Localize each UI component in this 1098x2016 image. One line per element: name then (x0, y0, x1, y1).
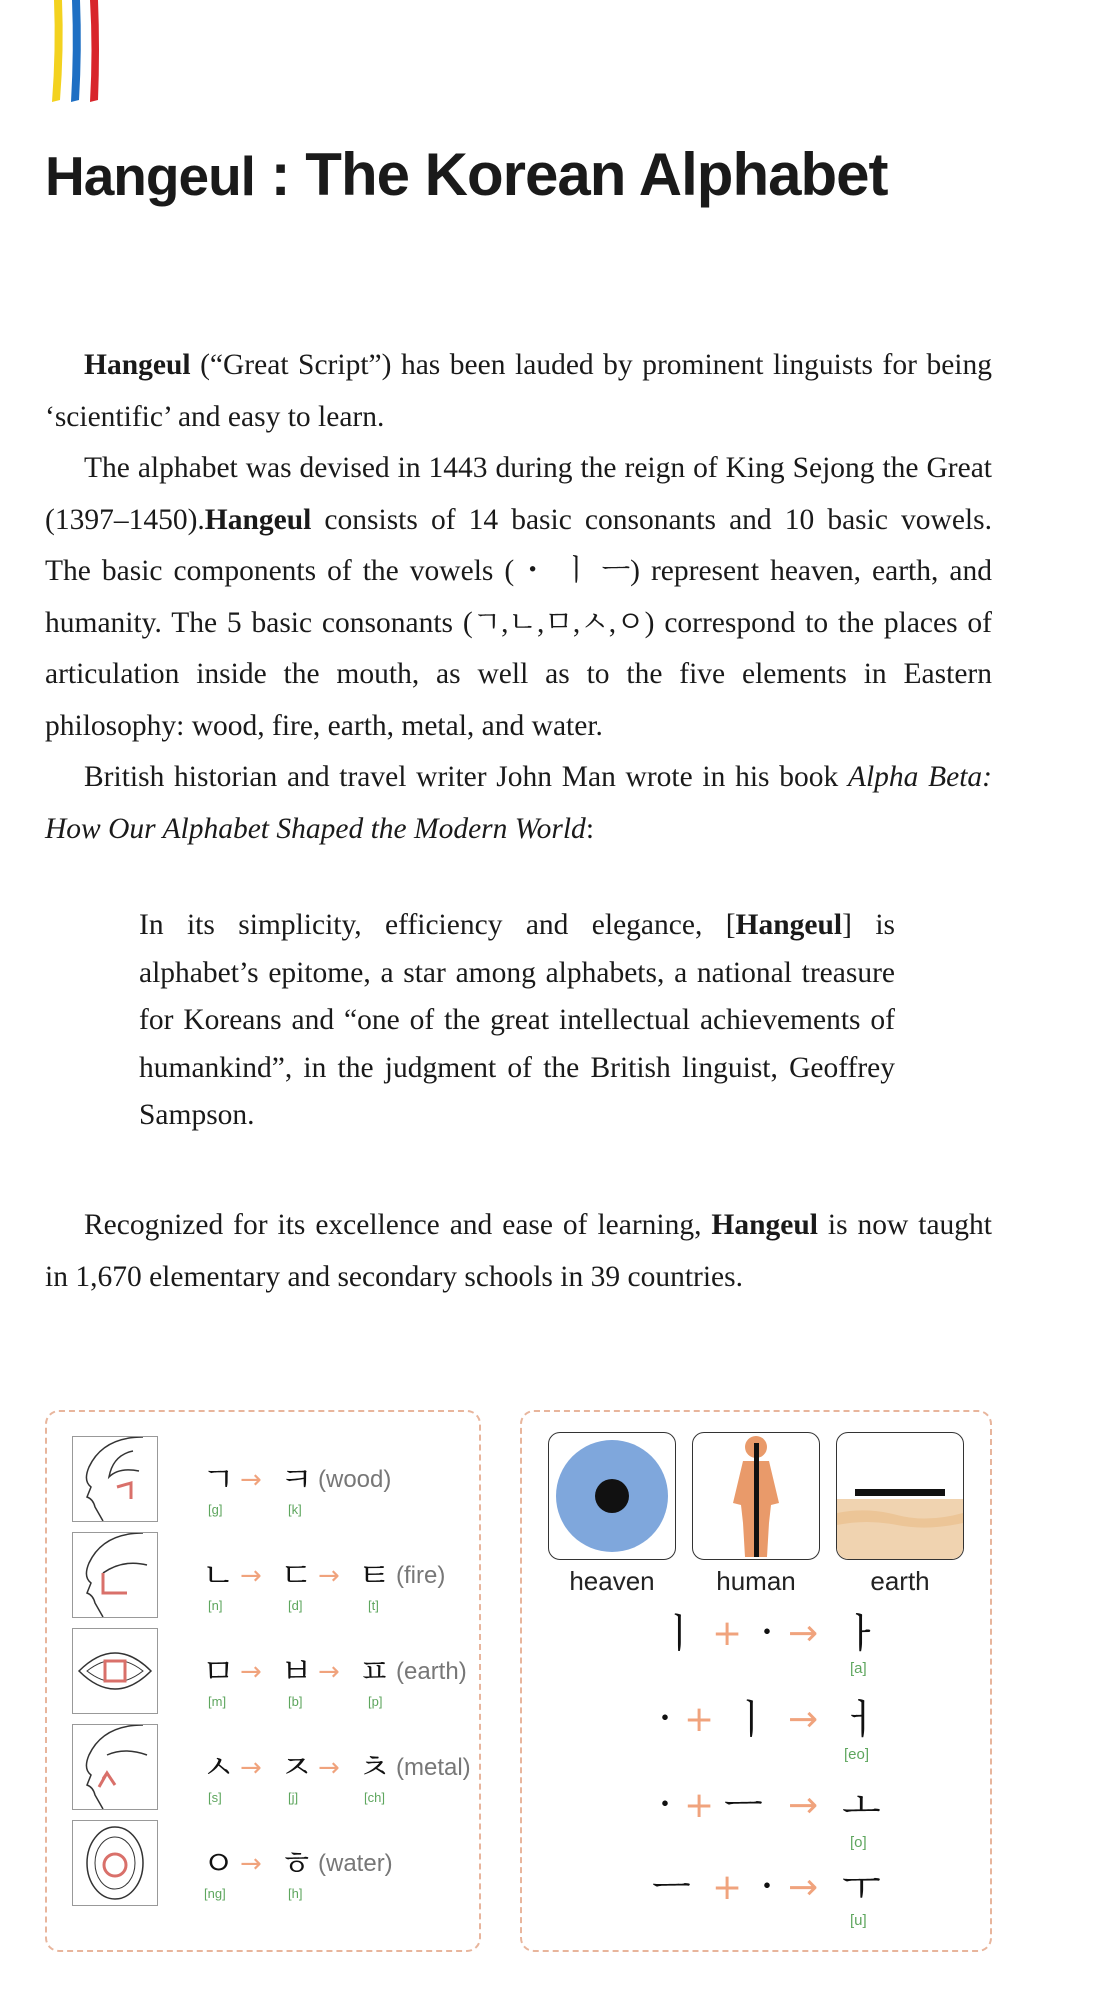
blue-stripe (71, 0, 81, 102)
arrow-icon: → (788, 1785, 819, 1826)
article-body (45, 340, 992, 855)
arrow-icon: → (240, 1465, 262, 1495)
human-figure-icon (692, 1432, 820, 1560)
paragraph-2 (45, 443, 992, 752)
heaven-label: heaven (569, 1566, 655, 1596)
consonant-letter: ㄱ (202, 1460, 235, 1500)
vowel-result: ㅗ (842, 1783, 881, 1829)
term-hangeul: Hangeul (711, 1209, 818, 1241)
element-label: (metal) (396, 1754, 471, 1781)
element-label: (earth) (396, 1658, 467, 1685)
paragraph-text: consists of 14 basic consonants and 10 basic vowels. The basic components of the vowels (・ ㅣ ㅡ) represent heaven, earth, and humanity. The 5 basic consonants (ㄱ,ㄴ,ㅁ,ㅅ,ㅇ) correspond to the places of articulation inside the mouth, as well as to the five elements in Eastern philosophy: wood, fire, earth, metal, and water. (45, 503, 992, 742)
consonant-letter: ㅌ (358, 1556, 391, 1596)
phonetic-label: [d] (288, 1598, 303, 1613)
plus-icon: + (712, 1613, 743, 1654)
yellow-stripe (52, 0, 63, 102)
phonetic-label: [s] (208, 1790, 222, 1805)
phonetic-label: [t] (368, 1598, 379, 1613)
plus-icon: + (712, 1867, 743, 1908)
arrow-icon: → (318, 1561, 340, 1591)
paragraph-text: The alphabet was devised in 1443 during the reign of King Sejong the Great (1397–1450). (45, 452, 992, 536)
plus-icon: + (684, 1785, 715, 1826)
arrow-icon: → (240, 1849, 262, 1879)
term-hangeul: Hangeul (84, 349, 191, 381)
paragraph-4 (45, 1200, 992, 1303)
book-title: Alpha Beta: How Our Alphabet Shaped the Modern World (45, 761, 992, 845)
heaven-dot-icon (548, 1432, 676, 1560)
phonetic-label: [b] (288, 1694, 303, 1709)
consonant-letter: ㅁ (202, 1652, 235, 1692)
title-hangeul: Hangeul (45, 145, 255, 207)
paragraph-text: : (585, 812, 595, 845)
consonant-letter: ㅈ (280, 1748, 313, 1788)
phonetic-label: [h] (288, 1886, 303, 1901)
phonetic-label: [g] (208, 1502, 223, 1517)
article-closing (45, 1200, 992, 1303)
paragraph-1 (45, 340, 992, 443)
phonetic-label: [m] (208, 1694, 227, 1709)
phonetic-label: [p] (368, 1694, 383, 1709)
arrow-icon: → (240, 1657, 262, 1687)
vowel-part: ・ (650, 1788, 680, 1823)
arrow-icon: → (788, 1699, 819, 1740)
consonant-letter: ㅂ (280, 1652, 313, 1692)
earth-line-icon (836, 1432, 964, 1560)
vowel-result: ㅓ (842, 1697, 881, 1743)
arrow-icon: → (240, 1753, 262, 1783)
page-title (45, 140, 887, 209)
mouth-throat-icon (72, 1820, 158, 1906)
phonetic-label: [j] (288, 1790, 299, 1805)
human-label: human (716, 1566, 796, 1596)
vowel-part: ㅡ (724, 1783, 763, 1829)
phonetic-label: [ng] (204, 1886, 226, 1901)
term-hangeul: Hangeul (204, 503, 312, 536)
paragraph-text: is now taught in 1,670 elementary and secondary schools in 39 countries. (45, 1209, 992, 1293)
mouth-lips-icon (72, 1628, 158, 1714)
phonetic-label: [n] (208, 1598, 223, 1613)
quote-part: ] is alphabet’s epitome, a star among alphabets, a national treasure for Koreans and “one of the great intellectual achievements of humankind”, in the judgment of the British linguist, Geoffrey Sampson. (139, 909, 895, 1131)
paragraph-text: British historian and travel writer John Man wrote in his book (84, 761, 848, 793)
vowel-part: ㅣ (660, 1611, 699, 1657)
vowel-result: ㅏ (842, 1611, 881, 1657)
plus-icon: + (684, 1699, 715, 1740)
title-rest: : The Korean Alphabet (254, 141, 888, 208)
consonant-letter: ㅎ (280, 1844, 313, 1884)
paragraph-3 (45, 752, 992, 855)
brand-stripes (48, 0, 108, 108)
phonetic-label: [o] (850, 1834, 867, 1851)
element-label: (wood) (318, 1466, 392, 1493)
vowel-part: ㅣ (732, 1697, 771, 1743)
vowel-part: ㅡ (652, 1865, 691, 1911)
arrow-icon: → (318, 1657, 340, 1687)
mouth-velar-icon (72, 1436, 158, 1522)
phonetic-label: [eo] (844, 1746, 870, 1763)
arrow-icon: → (318, 1753, 340, 1783)
consonant-letter: ㄴ (202, 1556, 235, 1596)
quote-text (139, 902, 895, 1140)
block-quote (139, 902, 895, 1140)
phonetic-label: [ch] (364, 1790, 385, 1805)
paragraph-text: (“Great Script”) has been lauded by prominent linguists for being ‘scientific’ and easy to learn. (45, 349, 992, 433)
consonant-letter: ㄷ (280, 1556, 313, 1596)
phonetic-label: [u] (850, 1912, 867, 1929)
arrow-icon: → (788, 1613, 819, 1654)
arrow-icon: → (788, 1867, 819, 1908)
phonetic-label: [k] (288, 1502, 302, 1517)
quote-part: In its simplicity, efficiency and elegance, [ (139, 909, 736, 941)
mouth-teeth-icon (72, 1724, 158, 1810)
element-label: (fire) (396, 1562, 446, 1589)
vowel-part: ・ (650, 1702, 680, 1737)
arrow-icon: → (240, 1561, 262, 1591)
consonant-letter: ㅅ (202, 1748, 235, 1788)
vowel-part: ・ (752, 1870, 782, 1905)
vowel-part: ・ (752, 1616, 782, 1651)
phonetic-label: [a] (850, 1660, 867, 1677)
element-label: (water) (318, 1850, 393, 1877)
mouth-alveolar-icon (72, 1532, 158, 1618)
earth-label: earth (870, 1566, 930, 1596)
consonant-letter: ㅊ (358, 1748, 391, 1788)
vowel-result: ㅜ (842, 1865, 881, 1911)
red-stripe (90, 0, 99, 102)
consonant-letter: ㅍ (358, 1652, 391, 1692)
paragraph-text: Recognized for its excellence and ease of learning, (84, 1209, 712, 1241)
consonant-letter: ㅇ (202, 1844, 235, 1884)
term-hangeul: Hangeul (735, 909, 843, 941)
consonant-letter: ㅋ (280, 1460, 313, 1500)
